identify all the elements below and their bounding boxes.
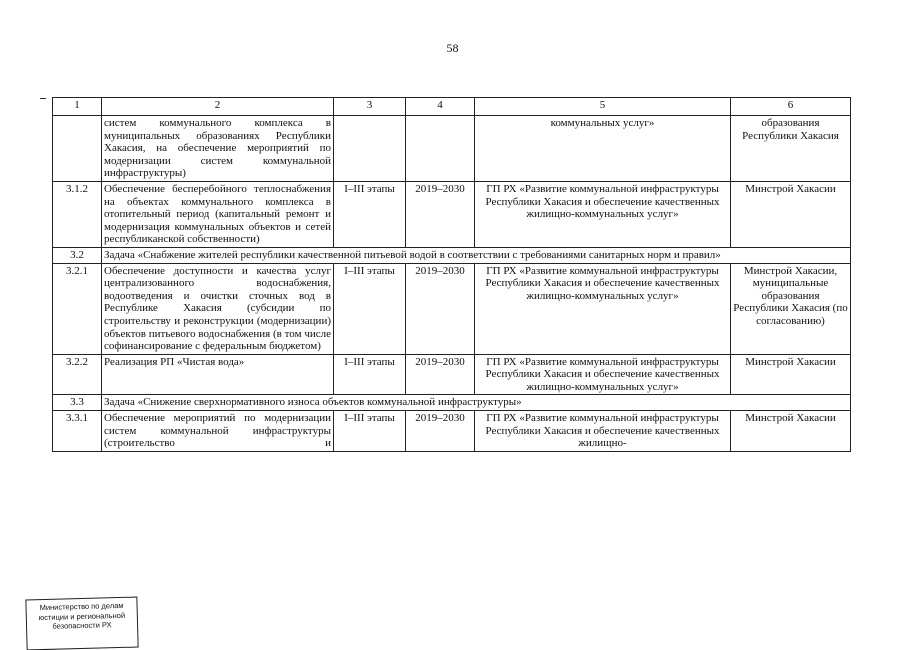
table-row [53,263,851,354]
executor-cell: Минстрой Хакасии [731,411,851,452]
measures-table [52,97,851,452]
task-row [53,395,851,411]
task-number: 3.2 [53,247,102,263]
row-number: 3.1.2 [53,181,102,247]
stage-cell: I–III этапы [334,263,406,354]
stage-cell: I–III этапы [334,354,406,395]
years-cell: 2019–2030 [406,411,475,452]
task-title: Задача «Снижение сверхнормативного износа объектов коммунальной инфраструктуры» [102,395,851,411]
program-cell: ГП РХ «Развитие коммунальной инфраструктуры Республики Хакасия и обеспечение качественных жилищно-коммунальных услуг» [475,354,731,395]
row-number: 3.2.1 [53,263,102,354]
stage-cell: I–III этапы [334,181,406,247]
row-number: 3.2.2 [53,354,102,395]
header-cell: 2 [102,98,334,116]
executor-cell: Минстрой Хакасии, муниципальные образования Республики Хакасия (по согласованию) [731,263,851,354]
years-cell: 2019–2030 [406,263,475,354]
ministry-stamp: Министерство по делам юстиции и региональной безопасности РХ [25,597,138,650]
header-cell: 6 [731,98,851,116]
task-title: Задача «Снабжение жителей республики качественной питьевой водой в соответствии с требованиями санитарных норм и правил» [102,247,851,263]
program-cell: коммунальных услуг» [475,116,731,182]
program-cell: ГП РХ «Развитие коммунальной инфраструктуры Республики Хакасия и обеспечение качественных жилищно-коммунальных услуг» [475,263,731,354]
header-cell: 3 [334,98,406,116]
measure-text: Обеспечение мероприятий по модернизации систем коммунальной инфраструктуры (строительство и [102,411,334,452]
table-row [53,354,851,395]
measure-text: систем коммунального комплекса в муниципальных образованиях Республики Хакасия, на обеспечение мероприятий по модернизации систем коммунальной инфраструктуры) [102,116,334,182]
executor-cell: образования Республики Хакасия [731,116,851,182]
stage-cell [334,116,406,182]
years-cell [406,116,475,182]
executor-cell: Минстрой Хакасии [731,354,851,395]
years-cell: 2019–2030 [406,354,475,395]
header-cell: 1 [53,98,102,116]
task-row [53,247,851,263]
table-row [53,411,851,452]
executor-cell: Минстрой Хакасии [731,181,851,247]
header-cell: 5 [475,98,731,116]
measure-text: Реализация РП «Чистая вода» [102,354,334,395]
task-number: 3.3 [53,395,102,411]
measure-text: Обеспечение бесперебойного теплоснабжения на объектах коммунального комплекса в отопительный период (капитальный ремонт и модернизация коммунальных объектов и сетей республиканской собственности) [102,181,334,247]
margin-tick [40,98,46,99]
row-number: 3.3.1 [53,411,102,452]
page-number: 58 [446,41,459,55]
years-cell: 2019–2030 [406,181,475,247]
measure-text: Обеспечение доступности и качества услуг централизованного водоснабжения, водоотведения и очистки сточных вод в Республике Хакасия (субсидии по строительству и реконструкции (модернизации) объектов питьевого водоснабжения (в том числе софинансирование с федеральным бюджетом) [102,263,334,354]
program-cell: ГП РХ «Развитие коммунальной инфраструктуры Республики Хакасия и обеспечение качественных жилищно- [475,411,731,452]
table-row [53,181,851,247]
program-cell: ГП РХ «Развитие коммунальной инфраструктуры Республики Хакасия и обеспечение качественных жилищно-коммунальных услуг» [475,181,731,247]
table-row [53,116,851,182]
row-number [53,116,102,182]
stage-cell: I–III этапы [334,411,406,452]
header-cell: 4 [406,98,475,116]
header-row [53,98,851,116]
